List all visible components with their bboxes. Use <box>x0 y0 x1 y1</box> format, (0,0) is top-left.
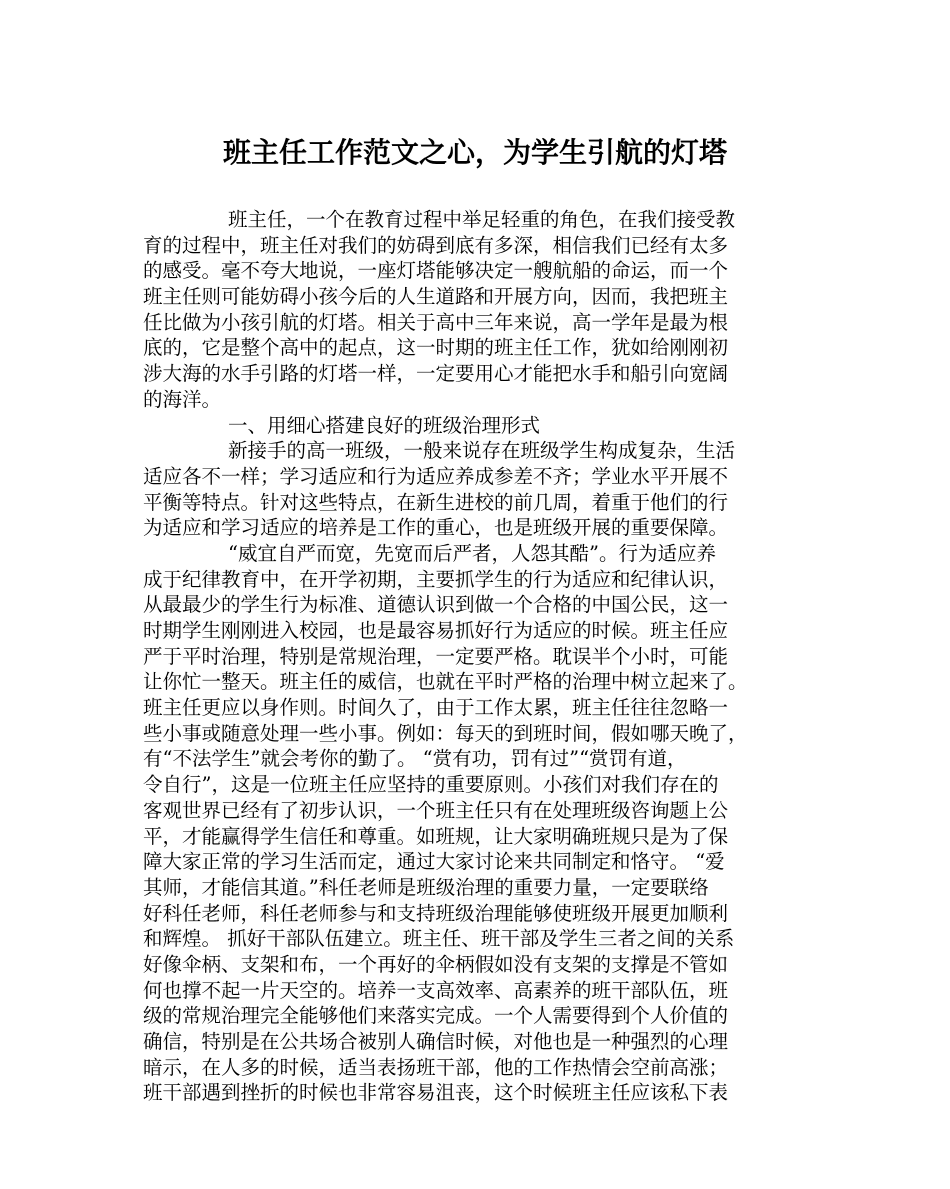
text-line: 何也撑不起一片天空的。培养一支高效率、高素养的班干部队伍，班 <box>143 978 729 1002</box>
text-line: 班主任更应以身作则。时间久了，由于工作太累，班主任往往忽略一 <box>143 696 729 720</box>
text-line: 适应各不一样；学习适应和行为适应养成参差不齐；学业水平开展不 <box>143 464 729 488</box>
text-line: 有“不法学生”就会考你的勤了。 “赏有功，罚有过”“赏罚有道， <box>143 747 687 771</box>
text-line: 客观世界已经有了初步认识，一个班主任只有在处理班级咨询题上公 <box>143 798 729 822</box>
text-line: 班主任则可能妨碍小孩今后的人生道路和开展方向，因而，我把班主 <box>143 285 729 309</box>
text-line: 任比做为小孩引航的灯塔。相关于高中三年来说，高一学年是最为根 <box>143 310 729 334</box>
text-line: 平衡等特点。针对这些特点，在新生进校的前几周，着重于他们的行 <box>143 490 729 514</box>
text-line: 平，才能赢得学生信任和尊重。如班规，让大家明确班规只是为了保 <box>143 824 729 848</box>
text-line: 严于平时治理，特别是常规治理，一定要严格。耽误半个小时，可能 <box>143 644 729 668</box>
text-line: 新接手的高一班级，一般来说存在班级学生构成复杂，生活 <box>228 439 736 463</box>
text-line: 障大家正常的学习生活而定，通过大家讨论来共同制定和恪守。 “爱 <box>143 850 725 874</box>
document-title: 班主任工作范文之心，为学生引航的灯塔 <box>222 136 727 169</box>
text-line: 些小事或随意处理一些小事。例如：每天的到班时间，假如哪天晚了， <box>143 721 748 745</box>
text-line: 一、用细心搭建良好的班级治理形式 <box>228 413 541 437</box>
text-line: “威宜自严而宽，先宽而后严者，人怨其酷”。行为适应养 <box>228 541 716 565</box>
text-line: 令自行”，这是一位班主任应坚持的重要原则。小孩们对我们存在的 <box>143 773 719 797</box>
text-line: 确信，特别是在公共场合被别人确信时候，对他也是一种强烈的心理 <box>143 1030 729 1053</box>
text-line: 的感受。毫不夸大地说，一座灯塔能够决定一艘航船的命运，而一个 <box>143 259 729 283</box>
text-line: 让你忙一整天。班主任的威信，也就在平时严格的治理中树立起来了。 <box>143 670 748 694</box>
text-line: 其师，才能信其道。”科任老师是班级治理的重要力量，一定要联络 <box>143 875 709 899</box>
text-line: 级的常规治理完全能够他们来落实完成。一个人需要得到个人价值的 <box>143 1004 729 1028</box>
text-line: 暗示，在人多的时候，适当表扬班干部，他的工作热情会空前高涨； <box>143 1055 729 1079</box>
text-line: 从最最少的学生行为标准、道德认识到做一个合格的中国公民，这一 <box>143 593 729 617</box>
text-line: 育的过程中，班主任对我们的妨碍到底有多深，相信我们已经有太多 <box>143 233 729 257</box>
document-body <box>143 207 809 1106</box>
text-line: 好像伞柄、支架和布，一个再好的伞柄假如没有支架的支撑是不管如 <box>143 952 729 976</box>
text-line: 和辉煌。 抓好干部队伍建立。班主任、班干部及学生三者之间的关系 <box>143 927 735 951</box>
text-line: 涉大海的水手引路的灯塔一样，一定要用心才能把水手和船引向宽阔 <box>143 362 729 386</box>
text-line: 成于纪律教育中，在开学初期，主要抓学生的行为适应和纪律认识， <box>143 567 729 591</box>
text-line: 好科任老师，科任老师参与和支持班级治理能够使班级开展更加顺利 <box>143 901 729 925</box>
text-line: 时期学生刚刚进入校园，也是最容易抓好行为适应的时候。班主任应 <box>143 619 729 642</box>
text-line: 的海洋。 <box>143 387 222 411</box>
text-line: 为适应和学习适应的培养是工作的重心，也是班级开展的重要保障。 <box>143 516 729 540</box>
text-line: 班主任，一个在教育过程中举足轻重的角色，在我们接受教 <box>228 208 736 231</box>
text-line: 底的，它是整个高中的起点，这一时期的班主任工作，犹如给刚刚初 <box>143 336 729 360</box>
text-line: 班干部遇到挫折的时候也非常容易沮丧，这个时候班主任应该私下表 <box>143 1081 729 1105</box>
